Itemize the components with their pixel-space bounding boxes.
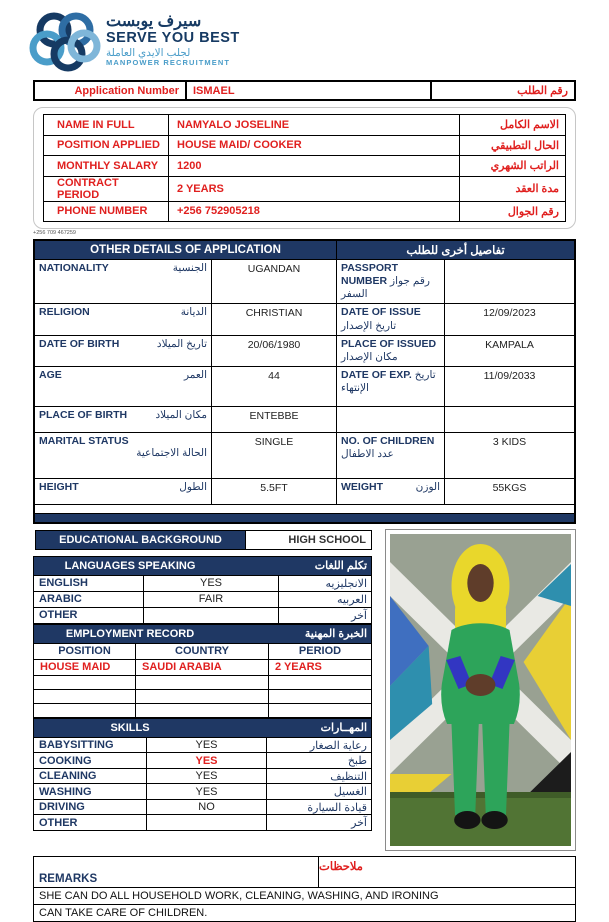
skill-value: YES: [147, 753, 267, 768]
skill-label-arabic: آخر: [351, 817, 367, 830]
personal-info-table: [43, 114, 566, 222]
field-label-arabic: مدة العقد: [460, 176, 566, 201]
remarks-label-arabic: ملاحظات: [319, 860, 363, 873]
field-label: NAME IN FULL: [44, 115, 169, 136]
field-value: UGANDAN: [212, 260, 337, 303]
field-label: DATE OF EXP.: [341, 368, 412, 381]
application-number-value: ISMAEL: [187, 82, 432, 99]
field-label-cell: [35, 304, 212, 334]
other-details-table: [33, 239, 576, 524]
table-row: [34, 591, 371, 607]
skill-label: CLEANING: [34, 769, 147, 784]
employment-position: HOUSE MAID: [34, 660, 136, 675]
employment-column-headers: [34, 643, 371, 659]
language-value: YES: [144, 576, 279, 591]
remarks-line: SHE CAN DO ALL HOUSEHOLD WORK, CLEANING, WASHING, AND IRONING: [34, 887, 575, 904]
field-label-arabic: الديانة: [180, 306, 207, 319]
field-value: 3 KIDS: [492, 435, 527, 448]
field-label-cell: [337, 336, 445, 366]
employment-header: [34, 625, 371, 643]
employment-period: 2 YEARS: [275, 661, 322, 674]
table-row: [44, 135, 566, 156]
field-label: WEIGHT: [341, 480, 383, 493]
field-value: [445, 407, 574, 432]
remarks-label: REMARKS: [34, 857, 319, 887]
skill-value: NO: [147, 800, 267, 815]
field-label: POSITION APPLIED: [44, 135, 169, 156]
languages-header: [34, 557, 371, 575]
language-value: FAIR: [144, 592, 279, 607]
table-row: [34, 783, 371, 799]
field-label: AGE: [39, 368, 62, 381]
column-header: PERIOD: [298, 645, 342, 658]
field-label: DATE OF ISSUE: [341, 306, 421, 319]
language-label-arabic: آخر: [351, 609, 367, 622]
application-number-label-arabic: رقم الطلب: [517, 85, 568, 97]
field-label-cell: [337, 433, 445, 478]
field-label: PASSPORT NUMBER: [341, 262, 398, 288]
field-label: MARITAL STATUS: [39, 434, 129, 447]
field-label-arabic: رقم الجوال: [460, 201, 566, 222]
field-label-arabic: تاريخ الميلاد: [156, 337, 207, 350]
field-label-arabic: عدد الاطفال: [341, 448, 394, 460]
candidate-photo-illustration: [390, 534, 571, 846]
table-row: [35, 335, 574, 366]
skill-label-arabic: رعاية الصغار: [309, 739, 367, 752]
employment-title-arabic: الخبرة المهنية: [304, 628, 367, 641]
field-label-cell: [35, 260, 212, 303]
remarks-line: CAN TAKE CARE OF CHILDREN.: [34, 904, 575, 921]
empty-strip: [35, 504, 574, 513]
field-label-arabic: الاسم الكامل: [460, 115, 566, 136]
field-value: 5.5FT: [212, 479, 337, 504]
table-row: [34, 607, 371, 623]
field-value: SINGLE: [212, 433, 337, 478]
field-value: 20/06/1980: [212, 336, 337, 366]
field-label-arabic: مكان الإصدار: [341, 350, 398, 363]
languages-title-english: LANGUAGES SPEAKING: [64, 559, 196, 572]
skills-title-english: SKILLS: [110, 721, 150, 734]
company-tagline-arabic: لجلب الايدي العاملة: [106, 47, 191, 60]
table-row: [34, 752, 371, 768]
language-label-arabic: العربيه: [336, 593, 367, 606]
company-tagline-english: MANPOWER RECRUITMENT: [106, 58, 231, 68]
languages-table: [33, 556, 372, 624]
skill-label: DRIVING: [34, 800, 147, 815]
left-column: [33, 529, 372, 851]
table-row: [35, 406, 574, 432]
language-label: OTHER: [34, 608, 144, 623]
personal-info-card: [33, 107, 576, 229]
company-logo-icon: [30, 8, 102, 74]
field-value: 12/09/2023: [483, 307, 536, 320]
lower-section: [33, 529, 576, 851]
field-value: 2 YEARS: [169, 176, 460, 201]
skill-label: WASHING: [34, 784, 147, 799]
field-label-arabic: مكان الميلاد: [155, 408, 207, 421]
employment-title-english: EMPLOYMENT RECORD: [65, 627, 195, 640]
education-value: HIGH SCHOOL: [288, 533, 366, 546]
table-row: [34, 659, 371, 675]
field-label-arabic: تاريخ الإنتهاء: [341, 368, 436, 394]
field-value: 55KGS: [492, 481, 527, 494]
empty-row: [34, 689, 371, 703]
field-label: MONTHLY SALARY: [44, 156, 169, 177]
employment-country: SAUDI ARABIA: [136, 660, 269, 675]
skill-label: BABYSITTING: [34, 738, 147, 753]
field-label: NATIONALITY: [39, 262, 109, 274]
field-value: CHRISTIAN: [212, 304, 337, 334]
table-row: [44, 176, 566, 201]
application-number-bar: [33, 80, 576, 101]
field-label: PLACE OF BIRTH: [39, 408, 128, 421]
field-label: PLACE OF ISSUED: [341, 337, 437, 350]
education-row: [35, 530, 372, 550]
table-row: [34, 737, 371, 753]
field-label-arabic: الوزن: [415, 480, 440, 493]
field-value: 44: [212, 367, 337, 406]
field-label-arabic: الحال التطبيقي: [460, 135, 566, 156]
field-value: 11/09/2033: [483, 369, 536, 382]
skill-value: [147, 815, 267, 830]
skill-label: OTHER: [34, 815, 147, 830]
table-row: [34, 814, 371, 830]
skill-label-arabic: قيادة السيارة: [307, 801, 367, 814]
field-label-cell: [337, 260, 445, 303]
table-bottom-bar: [35, 513, 574, 522]
field-label-cell: [35, 336, 212, 366]
field-label-cell: [337, 479, 445, 504]
field-label-cell: [35, 367, 212, 406]
table-row: [35, 259, 574, 303]
application-number-label: Application Number: [35, 82, 187, 99]
language-label: ENGLISH: [34, 576, 144, 591]
table-row: [35, 478, 574, 504]
field-value: [445, 260, 574, 303]
field-label-cell: [337, 407, 445, 432]
other-details-title-arabic: تفاصيل أخرى للطلب: [406, 245, 505, 257]
field-label-arabic: تاريخ الإصدار: [341, 319, 397, 332]
language-value: [144, 608, 279, 623]
table-row: [44, 115, 566, 136]
table-row: [34, 768, 371, 784]
language-label-arabic: الانجليزيه: [325, 577, 367, 590]
table-row: [44, 156, 566, 177]
other-details-header: [35, 241, 574, 259]
header: [0, 0, 609, 76]
languages-title-arabic: تكلم اللغات: [314, 560, 367, 573]
employment-table: [33, 624, 372, 718]
remarks-section: [33, 856, 576, 922]
field-label: CONTRACT PERIOD: [44, 176, 169, 201]
field-label-cell: [337, 304, 445, 334]
column-header: POSITION: [34, 644, 136, 659]
field-label-arabic: الراتب الشهري: [460, 156, 566, 177]
table-row: [35, 303, 574, 334]
skill-value: YES: [147, 769, 267, 784]
field-label-cell: [35, 479, 212, 504]
table-row: [44, 201, 566, 222]
skills-table: [33, 718, 372, 831]
company-name-arabic: سيرف يوبست: [106, 13, 202, 30]
field-label-arabic: الجنسية: [172, 262, 207, 274]
field-value: NAMYALO JOSELINE: [169, 115, 460, 136]
field-label: NO. OF CHILDREN: [341, 434, 435, 447]
phone-footnote: +256 709 467259: [33, 230, 76, 236]
field-label-arabic: الحالة الاجتماعية: [136, 446, 207, 459]
company-name-english: SERVE YOU BEST: [106, 29, 240, 46]
other-details-title-english: OTHER DETAILS OF APPLICATION: [35, 241, 337, 259]
education-label: EDUCATIONAL BACKGROUND: [36, 531, 246, 549]
table-row: [34, 575, 371, 591]
column-header: COUNTRY: [136, 644, 269, 659]
field-label-arabic: الطول: [179, 480, 207, 493]
field-label-cell: [35, 433, 212, 478]
company-name-block: [106, 8, 240, 67]
field-label: HEIGHT: [39, 480, 79, 493]
language-label: ARABIC: [34, 592, 144, 607]
field-label-arabic: العمر: [183, 368, 207, 381]
field-value: KAMPALA: [485, 338, 534, 351]
field-value: 1200: [169, 156, 460, 177]
field-label: DATE OF BIRTH: [39, 337, 120, 350]
skill-label: COOKING: [34, 753, 147, 768]
field-value: HOUSE MAID/ COOKER: [169, 135, 460, 156]
skills-title-arabic: المهــارات: [320, 722, 367, 735]
field-label: PHONE NUMBER: [44, 201, 169, 222]
skill-value: YES: [147, 738, 267, 753]
field-label-cell: [337, 367, 445, 406]
field-value: ENTEBBE: [212, 407, 337, 432]
empty-row: [34, 703, 371, 717]
skills-header: [34, 719, 371, 737]
skill-value: YES: [147, 784, 267, 799]
field-value: +256 752905218: [169, 201, 460, 222]
skill-label-arabic: التنظيف: [330, 770, 367, 783]
remarks-header-row: [34, 857, 575, 887]
table-row: [34, 799, 371, 815]
empty-row: [34, 675, 371, 689]
skill-label-arabic: الغسيل: [333, 786, 367, 799]
skill-label-arabic: طبخ: [347, 755, 367, 768]
table-row: [35, 432, 574, 478]
field-label-arabic: رقم جواز السفر: [341, 275, 430, 301]
table-row: [35, 366, 574, 406]
field-label: RELIGION: [39, 306, 90, 319]
field-label-cell: [35, 407, 212, 432]
candidate-photo: [385, 529, 576, 851]
